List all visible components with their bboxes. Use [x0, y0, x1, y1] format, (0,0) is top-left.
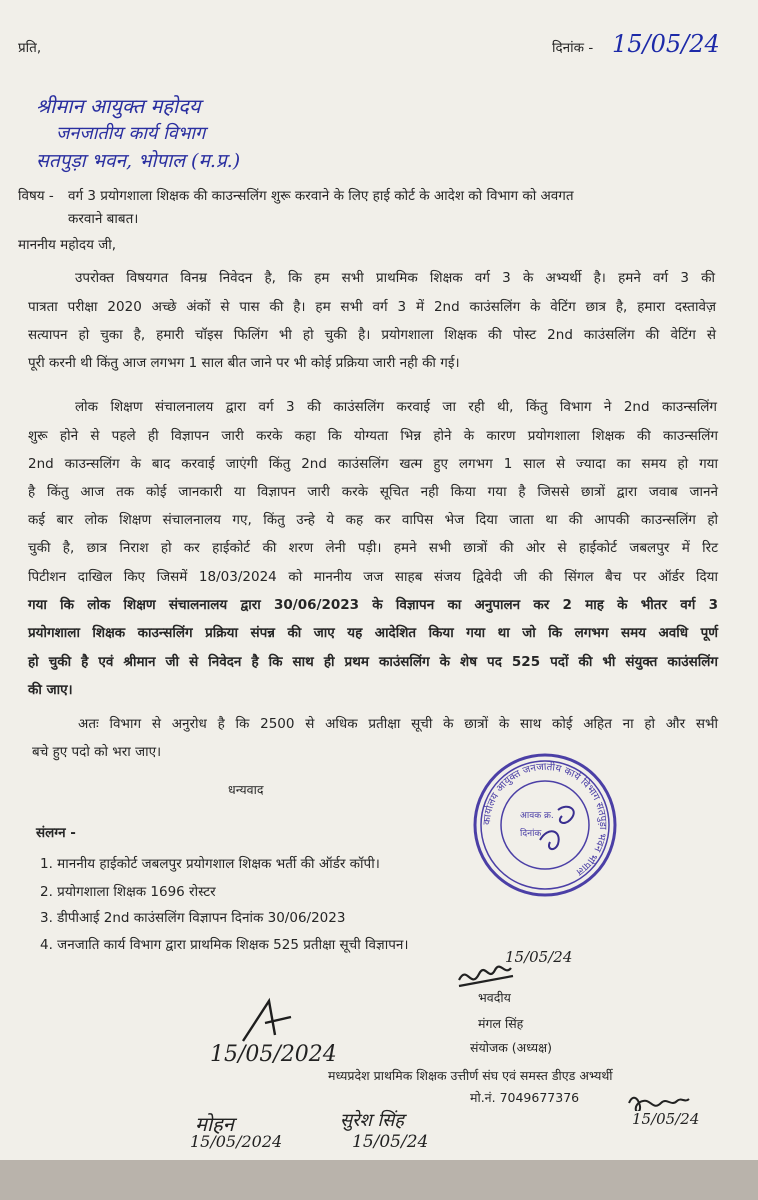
para2-line: पिटीशन दाखिल किए जिसमें 18/03/2024 को माननीय जज साहब संजय द्विवेदी जी की सिंगल बैच पर ऑर्डर दिया: [28, 569, 718, 585]
desk-surface: [0, 1160, 758, 1200]
para2-line: कई बार लोक शिक्षण संचालनालय गए, किंतु उन्हे ये कह कर वापिस भेज दिया जाता था की आपकी काउन्सलिंग हो: [28, 512, 718, 528]
enclosure-item: 3. डीपीआई 2nd काउंसलिंग विज्ञापन दिनांक 30/06/2023: [40, 910, 346, 926]
para3-line: अतः विभाग से अनुरोध है कि 2500 से अधिक प्रतीक्षा सूची के छात्रों के साथ कोई अहित ना हो और सभी: [78, 716, 718, 732]
signer-phone: मो.नं. 7049677376: [470, 1090, 580, 1105]
greeting: माननीय महोदय जी,: [18, 237, 117, 253]
para2-line: है किंतु आज तक कोई जानकारी या विज्ञापन जारी करके सूचित नही किया गया है जिससे छात्रों द्वारा जवाब जानने: [28, 484, 718, 500]
para2-line: लोक शिक्षण संचालनालय द्वारा वर्ग 3 की काउंसलिंग करवाई जा रही थी, किंतु विभाग ने 2nd काउन्सलिंग: [75, 399, 717, 415]
left-signature-mark: [235, 995, 315, 1045]
salutation-to: प्रति,: [18, 40, 42, 56]
subject-line-2: करवाने बाबत।: [68, 211, 139, 227]
addressee-line-2: जनजातीय कार्य विभाग: [56, 123, 206, 144]
para1-line: उपरोक्त विषयगत विनम्र निवेदन है, कि हम सभी प्राथमिक शिक्षक वर्ग 3 के अभ्यर्थी है। हमने वर्ग 3 की: [75, 270, 715, 286]
signer-role: संयोजक (अध्यक्ष): [470, 1040, 553, 1055]
bottom-middle-signature: सुरेश सिंह: [340, 1110, 404, 1131]
thanks: धन्यवाद: [228, 782, 264, 797]
addressee-line-3: सतपुड़ा भवन, भोपाल (म.प्र.): [36, 150, 241, 172]
para3-line: बचे हुए पदो को भरा जाए।: [32, 744, 162, 760]
date-label: दिनांक -: [552, 40, 594, 56]
seal-inner-line-2: दिनांक: [520, 829, 542, 839]
para2-line: गया कि लोक शिक्षण संचालनालय द्वारा 30/06/2023 के विज्ञापन का अनुपालन कर 2 माह के भीतर वर्ग 3: [28, 597, 718, 613]
enclosure-item: 2. प्रयोगशाला शिक्षक 1696 रोस्टर: [40, 884, 216, 900]
office-seal: [470, 750, 620, 900]
para2-line: हो चुकी है एवं श्रीमान जी से निवेदन है कि साथ ही प्रथम काउंसलिंग के शेष पद 525 पदों की भी संयुक्त काउंसलिंग: [28, 654, 718, 670]
left-signature-date: 15/05/2024: [210, 1042, 337, 1067]
para2-line: शुरू होने से पहले ही विज्ञापन जारी करके कहा कि योग्यता भिन्न होने के कारण प्रयोगशाला शिक्षक की काउन्सलिंग: [28, 428, 718, 444]
signature-date: 15/05/24: [505, 948, 573, 966]
bottom-middle-date: 15/05/24: [352, 1132, 429, 1152]
para2-line: चुकी है, छात्र निराश हो कर हाईकोर्ट की शरण लेनी पड़ी। हमने सभी छात्रों की ओर से हाईकोर्ट जबलपुर में रिट: [28, 540, 718, 556]
enclosures-title: संलग्न -: [36, 825, 76, 841]
addressee-line-1: श्रीमान आयुक्त महोदय: [36, 94, 201, 118]
seal-ring-text: कार्यालय आयुक्त जनजातीय कार्य विभाग सतपुड़ा भवन भोपाल: [481, 761, 609, 878]
bottom-right-date: 15/05/24: [632, 1110, 700, 1128]
para1-line: सत्यापन हो चुका है, हमारी चॉइस फिलिंग भी हो चुकी है। प्रयोगशाला शिक्षक की पोस्ट 2nd काउंसलिंग की वेटिंग से: [28, 327, 716, 343]
bottom-left-date: 15/05/2024: [190, 1132, 283, 1151]
enclosure-item: 4. जनजाति कार्य विभाग द्वारा प्राथमिक शिक्षक 525 प्रतीक्षा सूची विज्ञापन।: [40, 937, 409, 953]
subject-line-1: वर्ग 3 प्रयोगशाला शिक्षक की काउन्सलिंग शुरू करवाने के लिए हाई कोर्ट के आदेश को विभाग को अवगत: [68, 188, 574, 204]
bottom-right-signature-mark: [625, 1085, 695, 1111]
date-value: 15/05/24: [612, 30, 720, 58]
signer-organization: मध्यप्रदेश प्राथमिक शिक्षक उत्तीर्ण संघ एवं समस्त डीएड अभ्यर्थी: [328, 1068, 613, 1083]
para2-line: प्रयोगशाला शिक्षक काउन्सलिंग प्रक्रिया संपन्न की जाए यह आदेशित किया गया था जो कि लगभग समय अवधि पूर्ण: [28, 625, 718, 641]
bottom-left-signature: मोहन: [195, 1112, 234, 1136]
para1-line: पूरी करनी थी किंतु आज लगभग 1 साल बीत जाने पर भी कोई प्रक्रिया जारी नही की गई।: [28, 355, 460, 371]
para2-line: 2nd काउन्सलिंग के बाद करवाई जाएंगी किंतु 2nd काउंसलिंग खत्म हुए लगभग 1 साल से ज्यादा का समय हो गया: [28, 456, 718, 472]
enclosure-item: 1. माननीय हाईकोर्ट जबलपुर प्रयोगशाल शिक्षक भर्ती की ऑर्डर कॉपी।: [40, 856, 380, 872]
subject-label: विषय -: [18, 188, 54, 204]
closing: भवदीय: [478, 990, 511, 1005]
seal-inner-line-1: आवक क्र.: [520, 811, 554, 821]
para2-line: की जाए।: [28, 682, 73, 698]
para1-line: पात्रता परीक्षा 2020 अच्छे अंकों से पास की है। हम सभी वर्ग 3 में 2nd काउंसलिंग के वेटिंग छात्र है, हमारा दस्तावेज़: [28, 299, 716, 315]
signer-name: मंगल सिंह: [478, 1016, 524, 1031]
